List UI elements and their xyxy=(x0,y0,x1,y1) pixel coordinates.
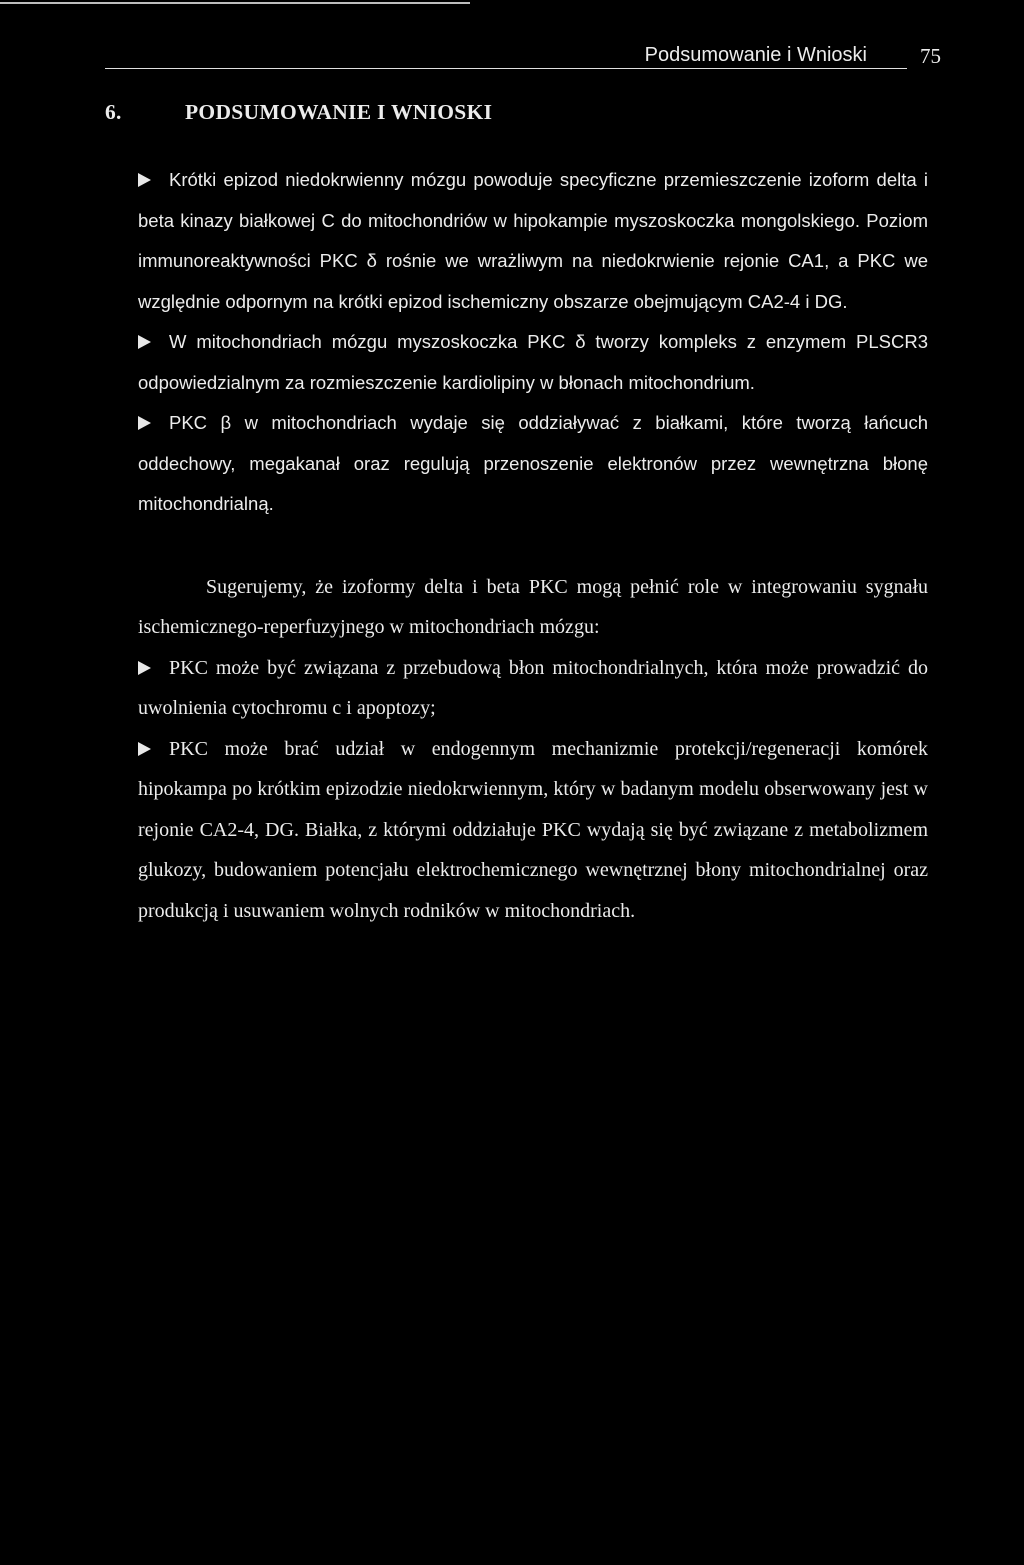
page-number: 75 xyxy=(920,44,941,68)
top-scan-line xyxy=(0,2,470,4)
bullet-text: PKC β w mitochondriach wydaje się oddziaływać z białkami, które tworzą łańcuch oddechowy, megakanał oraz regulują przenoszenie elektronów przez wewnętrzna błonę mitochondrialną. xyxy=(138,412,928,514)
triangle-bullet-icon xyxy=(138,335,151,349)
bullet-item xyxy=(138,403,928,525)
bullet-text: W mitochondriach mózgu myszoskoczka PKC δ tworzy kompleks z enzymem PLSCR3 odpowiedzialnym za rozmieszczenie kardiolipiny w błonach mitochondrium. xyxy=(138,331,928,393)
triangle-bullet-icon xyxy=(138,742,151,756)
body-text xyxy=(138,160,928,931)
triangle-bullet-icon xyxy=(138,173,151,187)
bullet-text: PKC może brać udział w endogennym mechanizmie protekcji/regeneracji komórek hipokampa po krótkim epizodzie niedokrwiennym, który w badanym modelu obserwowany jest w rejonie CA2-4, DG. Białka, z którymi oddziałuje PKC wydają się być związane z metabolizmem glukozy, budowaniem potencjału elektrochemicznego wewnętrznej błony mitochondrialnej oraz produkcją i usuwaniem wolnych rodników w mitochondriach. xyxy=(138,737,928,922)
triangle-bullet-icon xyxy=(138,416,151,430)
bullet-item xyxy=(138,729,928,932)
paragraph-gap xyxy=(138,525,928,567)
section-title: PODSUMOWANIE I WNIOSKI xyxy=(185,100,493,124)
section-number: 6. xyxy=(105,100,122,124)
triangle-bullet-icon xyxy=(138,661,151,675)
summary-intro: Sugerujemy, że izoformy delta i beta PKC mogą pełnić role w integrowaniu sygnału ischemicznego-reperfuzyjnego w mitochondriach mózgu: xyxy=(138,575,928,638)
bullet-item xyxy=(138,648,928,729)
bullet-item xyxy=(138,160,928,322)
page-header xyxy=(105,44,907,69)
running-title: Podsumowanie i Wnioski xyxy=(644,44,867,66)
bullet-text: PKC może być związana z przebudową błon mitochondrialnych, która może prowadzić do uwolnienia cytochromu c i apoptozy; xyxy=(138,656,928,719)
bullet-item xyxy=(138,322,928,403)
section-heading xyxy=(105,100,492,125)
bullet-text: Krótki epizod niedokrwienny mózgu powoduje specyficzne przemieszczenie izoform delta i beta kinazy białkowej C do mitochondriów w hipokampie myszoskoczka mongolskiego. Poziom immunoreaktywności PKC δ rośnie we wrażliwym na niedokrwienie rejonie CA1, a PKC we względnie odpornym na krótki epizod ischemiczny obszarze obejmującym CA2-4 i DG. xyxy=(138,169,928,312)
